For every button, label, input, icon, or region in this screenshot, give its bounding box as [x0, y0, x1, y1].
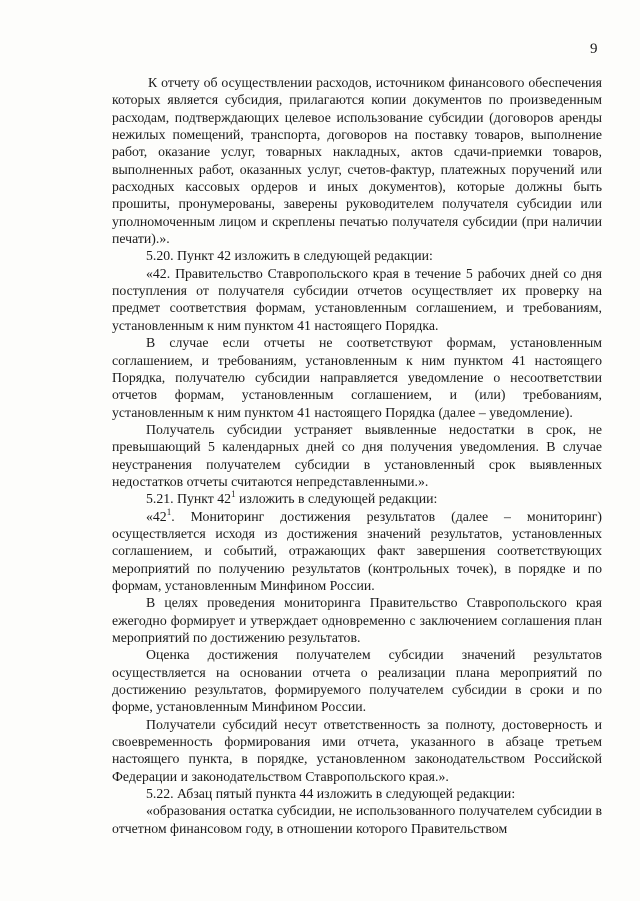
point-42-1-superscript: 1	[166, 506, 172, 517]
item-5-21-text-start: 5.21. Пункт 42	[146, 491, 232, 507]
document-body	[112, 74, 602, 837]
paragraph-results-assessment: Оценка достижения получателем субсидии значений результатов осуществляется на основании отчета о реализации плана мероприятий по достижению результатов, формируемого получателем субсидии в сроки и по форме, установленным Минфином России.	[112, 647, 602, 715]
paragraph-monitoring-plan: В целях проведения мониторинга Правительство Ставропольского края ежегодно формирует и утверждает одновременно с заключением соглашения план мероприятий по достижению результатов.	[112, 595, 602, 645]
item-5-21-superscript: 1	[231, 489, 236, 500]
point-42-1-text-start: «42	[146, 508, 167, 524]
paragraph-item-5-21	[112, 490, 602, 507]
paragraph-nonconformity-notice: В случае если отчеты не соответствуют формам, установленным соглашением, и требованиям, установленным к ним пунктом 41 настоящего Порядка, получателю субсидии направляется уведомление о несоответствии отчетов формам, установленным соглашением, и (или) требованиям, установленным к ним пунктом 41 настоящего Порядка (далее – уведомление).	[112, 335, 602, 420]
paragraph-unused-subsidy-balance: «образования остатка субсидии, не использованного получателем субсидии в отчетном финансовом году, в отношении которого Правительством	[112, 803, 602, 836]
paragraph-point-42-1-monitoring	[112, 508, 602, 595]
paragraph-report-attachments: К отчету об осуществлении расходов, источником финансового обеспечения которых является субсидия, прилагаются копии документов по произведенным расходам, подтверждающих целевое использование субсидии (договоров аренды нежилых помещений, транспорта, договоров на поставку товаров, выполнение работ, оказание услуг, товарных накладных, актов сдачи-приемки товаров, выполненных работ, оказанных услуг, счетов-фактур, платежных поручений или расходных кассовых ордеров и иных документов), которые должны быть прошиты, пронумерованы, заверены руководителем получателя субсидии или уполномоченным лицом и скреплены печатью получателя субсидии (при наличии печати).».	[112, 75, 602, 247]
page-number: 9	[590, 41, 598, 57]
item-5-21-text-end: изложить в следующей редакции:	[235, 491, 438, 507]
paragraph-item-5-20: 5.20. Пункт 42 изложить в следующей редакции:	[146, 248, 433, 264]
point-42-1-text-end: . Мониторинг достижения результатов (далее – мониторинг) осуществляется исходя из достижения значений результатов, установленных соглашением, и событий, отражающих факт завершения соответствующих мероприятий по получению результатов (контрольных точек), в порядке и по формам, установленным Минфином России.	[112, 508, 602, 593]
paragraph-responsibility: Получатели субсидий несут ответственность за полноту, достоверность и своевременность формирования ими отчета, указанного в абзаце третьем настоящего пункта, в порядке, установленном законодательством Российской Федерации и законодательством Ставропольского края.».	[112, 716, 602, 784]
paragraph-item-5-22: 5.22. Абзац пятый пункта 44 изложить в следующей редакции:	[146, 786, 516, 802]
paragraph-point-42: «42. Правительство Ставропольского края в течение 5 рабочих дней со дня поступления от получателя субсидии отчетов осуществляет их проверку на предмет соответствия формам, установленным соглашением, и требованиям, установленным к ним пунктом 41 настоящего Порядка.	[112, 265, 602, 333]
paragraph-elimination-deadline: Получатель субсидии устраняет выявленные недостатки в срок, не превышающий 5 календарных дней со дня получения уведомления. В случае неустранения получателем субсидии в установленный срок выявленных недостатков отчеты считаются непредставленными.».	[112, 421, 602, 489]
